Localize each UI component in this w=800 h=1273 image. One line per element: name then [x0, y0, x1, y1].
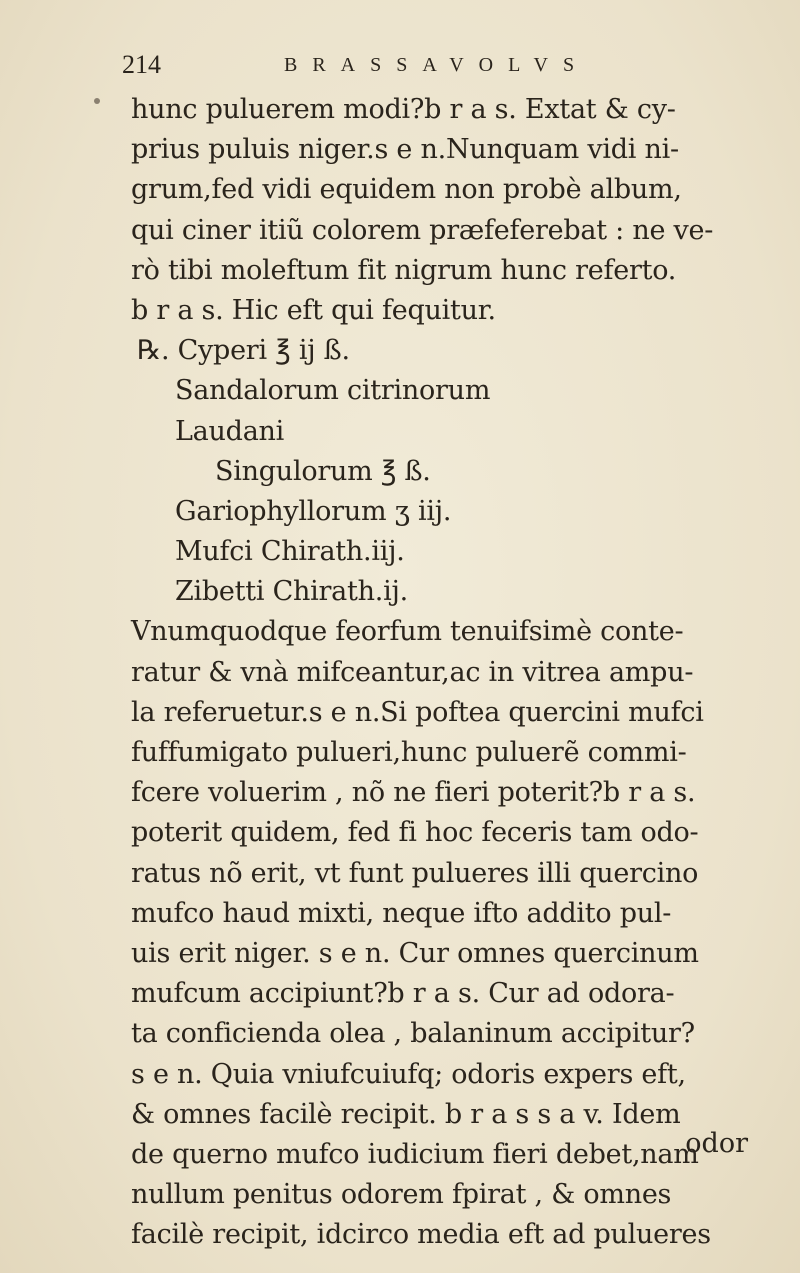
text-line: fuffumigato pulueri,hunc puluerẽ commi- — [131, 737, 687, 768]
text-line: uis erit niger. s e n. Cur omnes quercinum — [131, 937, 699, 969]
text-line: poterit quidem, fed fi hoc feceris tam odo- — [131, 817, 699, 849]
catchword: odor — [685, 1128, 748, 1159]
text-line: qui ciner itiũ colorem præfeferebat : ne ve- — [131, 214, 714, 246]
text-line: rò tibi moleftum fit nigrum hunc referto. — [131, 254, 677, 286]
body-text — [131, 90, 771, 1255]
recipe-line: Zibetti Chirath.ij. — [175, 576, 408, 608]
text-line: nullum penitus odorem fpirat , & omnes — [131, 1179, 672, 1211]
text-line: ta conficienda olea , balaninum accipitur? — [131, 1018, 695, 1050]
text-line: ratus nõ erit, vt funt pulueres illi quercino — [131, 857, 699, 889]
text-line: mufcum accipiunt?b r a s. Cur ad odora- — [131, 978, 675, 1010]
recipe-line: Singulorum ℥ ß. — [215, 455, 431, 487]
running-title: BRASSAVOLVS — [284, 54, 590, 76]
text-line: hunc puluerem modi?b r a s. Extat & cy- — [131, 94, 676, 125]
text-line: fcere voluerim , nõ ne fieri poterit?b r a s. — [131, 777, 696, 809]
text-line: la referuetur.s e n.Si poftea quercini mufci — [131, 696, 704, 728]
text-line: ratur & vnà mifceantur,ac in vitrea ampu- — [131, 656, 694, 688]
text-line: de querno mufco iudicium fieri debet,nam — [131, 1138, 699, 1170]
text-line: & omnes facilè recipit. b r a s s a v. Idem — [131, 1098, 681, 1130]
page-header — [122, 50, 682, 86]
recipe-line: ℞. Cyperi ℥ ij ß. — [137, 335, 350, 367]
recipe-line: Laudani — [175, 415, 285, 447]
recipe-line: Sandalorum citrinorum — [175, 375, 491, 407]
text-line: grum,fed vidi equidem non probè album, — [131, 174, 682, 206]
text-line: b r a s. Hic eft qui fequitur. — [131, 294, 496, 326]
margin-dot — [94, 98, 100, 104]
text-line: s e n. Quia vniufcuiufq; odoris expers eft, — [131, 1058, 686, 1090]
text-line: Vnumquodque feorfum tenuifsimè conte- — [131, 616, 684, 648]
text-line: mufco haud mixti, neque ifto addito pul- — [131, 897, 672, 929]
text-line: prius puluis niger.s e n.Nunquam vidi ni- — [131, 134, 679, 166]
text-line: facilè recipit, idcirco media eft ad pulueres — [131, 1219, 711, 1251]
recipe-line: Mufci Chirath.iij. — [175, 536, 405, 568]
recipe-line: Gariophyllorum ʒ iij. — [175, 495, 452, 527]
page-number: 214 — [122, 50, 161, 79]
